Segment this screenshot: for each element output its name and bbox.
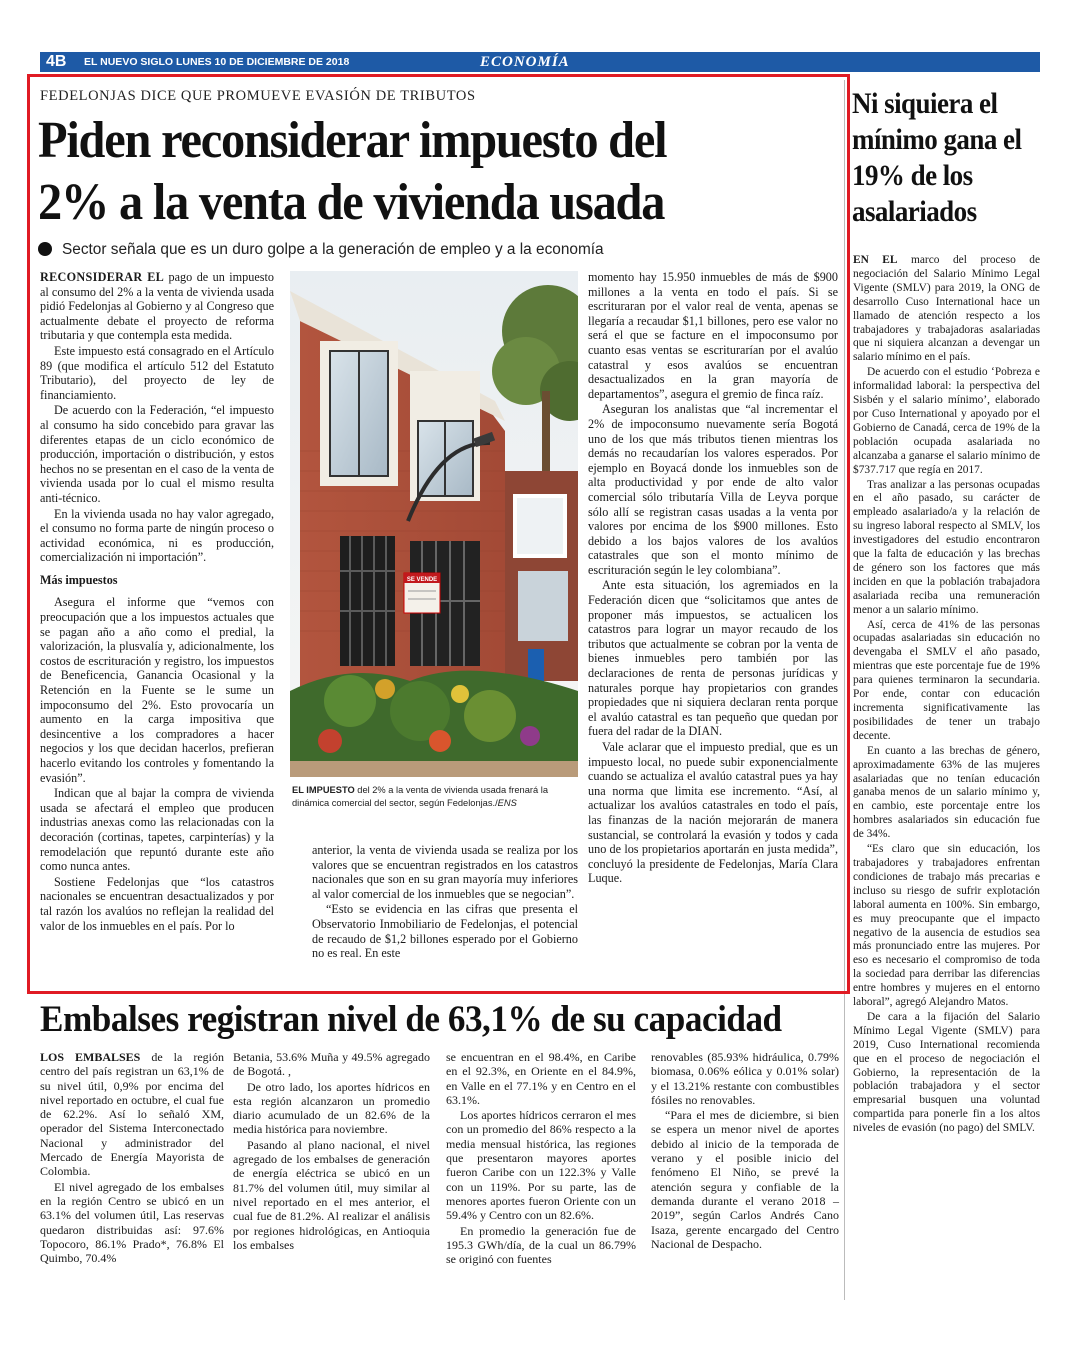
sidebar-headline: Ni siquiera el mínimo gana el 19% de los asalariados [852, 87, 1022, 228]
headline-line-1: Piden reconsiderar impuesto del [38, 112, 667, 169]
lead-in: LOS EMBALSES [40, 1050, 141, 1064]
paragraph: Sostiene Fedelonjas que “los catastros nacionales se encuentran desactualizados y por tal razón los avalúos no reflejan la realidad del valor de los inmuebles en el país. Por lo [40, 874, 274, 933]
paragraph: Este impuesto está consagrado en el Artículo 89 (que modifica el artículo 512 del Estatuto Tributario), del proyecto de ley de financiamiento. [40, 343, 274, 402]
bottom-column-3 [446, 1050, 636, 1267]
paragraph: anterior, la venta de vivienda usada se realiza por los valores que se encuentran registrados en los catastros nacionales que son en su gran mayoría muy inferiores al valor comercial de los inmuebles que se negocian”. [312, 843, 578, 901]
paragraph: De cara a la fijación del Salario Mínimo Legal Vigente (SMLV) para 2019, Cuso International recomienda que en el proceso de negociación el Gobierno, la representación de la población trabajadora y el sector empresarial busquen una voluntad compartida para ponerle fin a los altos niveles de evasión (no pago) del SMLV. [853, 1010, 1040, 1135]
paragraph: De acuerdo con la Federación, “el impuesto al consumo ha sido concebido para gravar las diferentes etapas de un ciclo económico de producción, importación o distribución, y estos hechos no se presentan en el caso de la venta de vivienda usada por lo cual el mismo resulta anti-técnico. [40, 403, 274, 505]
paragraph: Ante esta situación, los agremiados en la Federación dicen que “solicitamos que antes de proponer más impuestos, se actualicen los catastros para lograr un mayor recaudo de los tributos que actualmente se cobran por la venta de bienes inmuebles pero también por las declaraciones de renta de personas jurídicas y naturales porque hay propietarios con grandes propiedades que ni siquiera declaran renta porque el avalúo catastral es tan pequeño que quedan por fuera del radar de la DIAN. [588, 578, 838, 739]
paragraph: Los aportes hídricos cerraron el mes con un promedio del 86% respecto a la media mensual histórica, las regiones que presentaron mayores aportes fueron Caribe con un 122.3% y Valle con un 119%. Por su parte, las de menores aportes fueron Oriente con un 59.4% y Centro con un 82.6%. [446, 1108, 636, 1223]
article-photo [290, 271, 578, 777]
article-column-2 [312, 843, 578, 962]
paragraph-text: marco del proceso de negociación del Salario Mínimo Legal Vigente (SMLV) para 2019, la ONG de desarrollo Cuso International hace un llamado de atención respecto a los trabajadores y trabajadoras asalariadas que ni siquiera alcanzan a devengar un salario mínimo en el país. [853, 254, 1040, 364]
headline-line-2: 2% a la venta de vivienda usada [38, 174, 665, 231]
bottom-column-4 [651, 1050, 839, 1252]
caption-text: del 2% a la venta de vivienda usada frenará la dinámica comercial del sector, según Fedelonjas./ [292, 785, 548, 809]
lead-in: RECONSIDERAR EL [40, 270, 165, 284]
paragraph: En cuanto a las brechas de género, aproximadamente 63% de las mujeres asalariadas que no tenían educación ganaba menos de un salario mínimo y, en cambio, este porcentaje entre los hombres asalariados sin educación fue de 34%. [853, 744, 1040, 841]
paragraph: Indican que al bajar la compra de vivienda usada se afectará el empleo que producen industrias anexas como las relacionadas con la decoración (cortinas, tapetes, carpinterías) y la remodelación que repuntó durante este año como nunca antes. [40, 786, 274, 874]
article-subhead [38, 241, 604, 259]
paragraph: En promedio la generación fue de 195.3 GWh/día, de la cual un 86.79% se originó con fuentes [446, 1223, 636, 1267]
paragraph: Asegura el informe que “vemos con preocupación que a los impuestos actuales que se pagan año a año como el predial, la valorización, la plusvalía y, adicionalmente, los costos de escrituración y registro, los impuestos de Beneficencia, Ganancia Ocasional y la Retención en la Fuente se le sume un impoconsumo del 2%. Esto provocaría un aumento en la carga impositiva que desincentive a los compradores a hacer negocios y los que decidan hacerlos, prefieran hacerlo evitando los controles y fomentando la evasión”. [40, 595, 274, 785]
publication-dateline: EL NUEVO SIGLO LUNES 10 DE DICIEMBRE DE 2018 [84, 56, 350, 68]
section-subheading: Más impuestos [40, 572, 118, 587]
article-kicker: FEDELONJAS DICE QUE PROMUEVE EVASIÓN DE TRIBUTOS [40, 88, 476, 104]
photo-caption [292, 784, 572, 811]
paragraph [853, 254, 1040, 365]
paragraph: De acuerdo con el estudio ‘Pobreza e informalidad laboral: la perspectiva del Sisbén y el salario mínimo’, elaborado por Cuso International y apoyado por el Gobierno de Canadá, cerca de 19% de la población ocupada asalariada no alcanzaba a ganarse el salario mínimo de $737.717 que regía en 2017. [853, 366, 1040, 476]
paragraph: momento hay 15.950 inmuebles de más de $900 millones a la venta en todo el país. Si se escrituraran por el valor real de venta, apenas se llegaría a recaudar $1,1 billones, pero ese valor no será el que se facture en el impoconsumo por cuanto esas ventas se escriturarían por el avalúo catastral y esos avalúos se encuentran desactualizados en la gran mayoría de departamentos”, asegura el gremio de finca raíz. [588, 270, 838, 401]
bottom-article-headline: Embalses registran nivel de 63,1% de su capacidad [40, 999, 782, 1040]
photo-credit: ENS [497, 798, 517, 809]
paragraph: Vale aclarar que el impuesto predial, que es un impuesto local, no puede subir exponencialmente cuando se actualiza el avalúo catastral pues ya hay una norma que limita ese incremento. “Así, al actualizar los avalúos catastrales en todo el país, las finanzas de la nación mejorarán de manera sustancial, se controlará la evasión y todos y cada uno de los propietarios aportarán en justa medida”, concluyó la presidente de Fedelonjas, María Clara Luque. [588, 740, 838, 886]
lead-in: EN EL [853, 254, 898, 266]
article-column-1 [40, 270, 274, 934]
paragraph: “Para el mes de diciembre, si bien se espera un menor nivel de aportes debido al inicio de la temporada de verano y el posible inicio del fenómeno El Niño, se prevé la atención segura y confiable de la demanda durante el verano 2018 – 2019”, según Carlos Andrés Cano Isaza, gerente encargado del Centro Nacional de Despacho. [651, 1108, 839, 1251]
paragraph: se encuentran en el 98.4%, en Caribe en el 92.3%, en Oriente en el 84.9%, en Valle en el 77.1% y en Centro en el 63.1%. [446, 1050, 636, 1107]
for-sale-sign: SE VENDE [406, 577, 438, 583]
paragraph: Aseguran los analistas que “al incrementar el 2% de impoconsumo nuevamente sería Bogotá uno de los que más tributos tienen mientras los demás no recaudarían los valores esperados. Por ejemplo en Boyacá donde los inmuebles son de alta productividad y por ende de alto valor comercial sólo tributaría Villa de Leyva porque sólo allí se registran casas usadas a la venta por valores por encima de los $900 millones. Esto debido a los bajos valores de los avalúos catastrales que son el monto mínimo de escrituración según le ley colombiana”. [588, 402, 838, 577]
page-number: 4B [46, 53, 67, 70]
paragraph: De otro lado, los aportes hídricos en esta región alcanzaron un promedio diario acumulado de un 82.6% de la media histórica para noviembre. [233, 1079, 430, 1137]
subhead-text: Sector señala que es un duro golpe a la generación de empleo y a la economía [62, 241, 604, 258]
paragraph: Tras analizar a las personas ocupadas en el año pasado, su carácter de empleado asalariado/a y la relación de su ingreso laboral respecto al SMLV, los investigadores del estudio encontraron que la falta de educación y las brechas de género son los factores que más inciden en que la población trabajadora asalariada reciba una remuneración menor a un salario mínimo. [853, 478, 1040, 616]
section-name: ECONOMÍA [480, 54, 570, 70]
paragraph: “Esto se evidencia en las cifras que presenta el Observatorio Inmobiliario de Fedelonjas, el potencial de recaudo de $1,2 billones esperado por el Gobierno no es real. En este [312, 902, 578, 961]
sidebar-body [853, 254, 1040, 1137]
paragraph: En la vivienda usada no hay valor agregado, el consumo no forma parte de ningún proceso o actividad económica, ni es producción, comercialización ni importación”. [40, 506, 274, 565]
bottom-column-1 [40, 1050, 224, 1266]
paragraph-text: de la región centro del país registran un 63,1% de su nivel útil, 0,9% por encima del nivel reportado en octubre, el cual fue de 62.2%. Así lo señaló XM, operador del Sistema Interconectado Nacional y administrador del Mercado de Energía Mayorista de Colombia. [40, 1050, 224, 1179]
paragraph: El nivel agregado de los embalses en la región Centro se ubicó en un 63.1% del volumen útil, Las reservas quedaron distribuidas así: 97.6% Topocoro, 86.1% Prado*, 76.8% El Quimbo, 70.4% [40, 1179, 224, 1266]
caption-lead: EL IMPUESTO [292, 785, 355, 795]
paragraph [40, 1050, 224, 1179]
paragraph-text: pago de un impuesto al consumo del 2% a la venta de vivienda usada pidió Fedelonjas al Gobierno y al Congreso que actualmente debate el proyecto de reforma tributaria y que contempla esta medida. [40, 270, 274, 343]
paragraph [40, 270, 274, 343]
article-column-3 [588, 270, 838, 887]
article-headline [38, 110, 782, 234]
paragraph: Así, cerca de 41% de las personas ocupadas asalariadas sin educación no devengaba el SMLV el año pasado, mientras que este porcentaje fue de 19% para quienes terminaron la secundaria. Por ende, contar con educación incrementa significativamente las posibilidades de tener un trabajo decente. [853, 618, 1040, 742]
paragraph: renovables (85.93% hidráulica, 0.79% biomasa, 0.06% eólica y 0.01% solar) y el 13.21% restante con combustibles fósiles no renovables. [651, 1050, 839, 1107]
bullet-icon [38, 242, 52, 256]
paragraph: Pasando al plano nacional, el nivel agregado de los embalses de generación de energía eléctrica se ubicó en un 81.7% del volumen útil, muy similar al nivel reportado en el mes anterior, el cual fue de 81.2%. Al realizar el análisis por regiones hidrológicas, en Antioquia los embalses [233, 1137, 430, 1252]
bottom-column-2 [233, 1050, 430, 1253]
paragraph: Betania, 53.6% Muña y 49.5% agregado de Bogotá. , [233, 1050, 430, 1079]
paragraph: “Es claro que sin educación, los trabajadores y trabajadores enfrentan condiciones de trabajo más precarias e incluso su riesgo de sufrir explotación laboral aumenta en 100%. Sin embargo, es muy preocupante que el impacto negativo de la ausencia de estudios sea más pronunciado entre las mujeres. Por eso es necesario el compromiso de toda la sociedad para derribar las diferencias entre hombres y mujeres en el entorno laboral”, agregó Alejandro Matos. [853, 843, 1040, 1009]
